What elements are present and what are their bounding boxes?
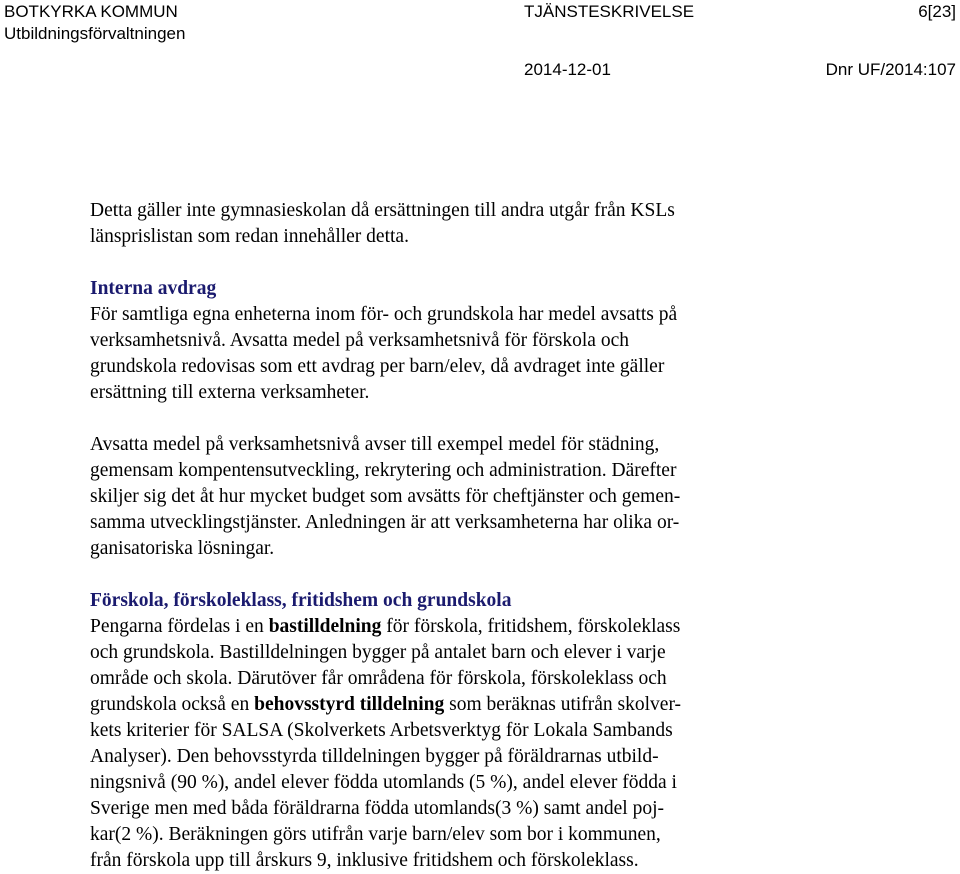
document-type: TJÄNSTESKRIVELSE (524, 2, 695, 21)
allocation-text-part-2: för förskola, fritidshem, förskoleklass och grundskola. Bastilldelningen bygger på antalet barn och elever i varje område och skola. Därutöver får områdena för förskola, förskoleklass och grundskola också en (90, 616, 681, 715)
section-heading-internal-deductions: Interna avdrag (90, 278, 217, 299)
allocation-text-part-3: som beräknas utifrån skolver- kets kriterier för SALSA (Skolverkets Arbetsverktyg för Lokala Sambands Analyser). Den behovsstyrda tilldelningen bygger på föräldrarnas utbild- ningsnivå (90 %), andel elever födda utomlands (5 %), andel elever födda i Sverige men med båda föräldrarna födda utomlands(3 %) samt andel poj- kar(2 %). Beräkningen görs utifrån varje barn/elev som bor i kommunen, från förskola upp till årskurs 9, inklusive fritidshem och förskoleklass. (90, 694, 682, 871)
department-name: Utbildningsförvaltningen (4, 24, 186, 43)
allocation-paragraph (90, 614, 950, 874)
behovsstyrd-tilldelning-term: behovsstyrd tilldelning (254, 694, 445, 715)
intro-paragraph: Detta gäller inte gymnasieskolan då ersättningen till andra utgår från KSLs länsprislistan som redan innehåller detta. (90, 200, 675, 247)
paragraph-spacer (90, 250, 950, 276)
document-body (90, 198, 950, 874)
paragraph-spacer (90, 406, 950, 432)
document-date: 2014-12-01 (524, 60, 611, 79)
allocation-text-part-1: Pengarna fördelas i en (90, 616, 269, 637)
section-heading-preschool-school: Förskola, förskoleklass, fritidshem och grundskola (90, 590, 512, 611)
internal-deductions-paragraph-2: Avsatta medel på verksamhetsnivå avser till exempel medel för städning, gemensam kompentensutveckling, rekrytering och administration. Därefter skiljer sig det åt hur mycket budget som avsätts för cheftjänster och gemen- samma utvecklingstjänster. Anledningen är att verksamheterna har olika or- ganisatoriska lösningar. (90, 434, 681, 559)
organization-name: BOTKYRKA KOMMUN (4, 2, 178, 21)
paragraph-spacer (90, 562, 950, 588)
internal-deductions-paragraph-1: För samtliga egna enheterna inom för- och grundskola har medel avsatts på verksamhetsnivå. Avsatta medel på verksamhetsnivå för förskola och grundskola redovisas som ett avdrag per barn/elev, då avdraget inte gäller ersättning till externa verksamheter. (90, 304, 678, 403)
page-number: 6[23] (918, 2, 956, 21)
bastilldelning-term: bastilldelning (268, 616, 382, 637)
document-reference: Dnr UF/2014:107 (825, 60, 956, 79)
